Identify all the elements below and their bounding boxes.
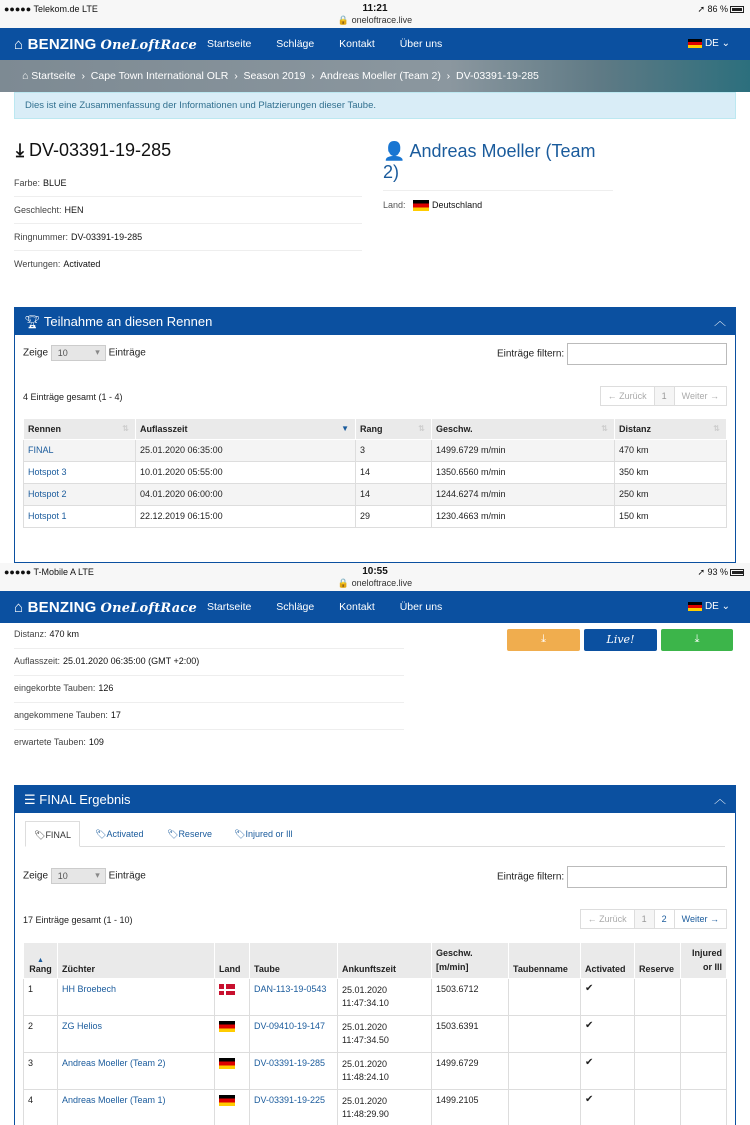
field-geschlecht: Geschlecht: HEN <box>14 199 362 224</box>
pigeon-download-icon: ⤓ <box>16 140 24 160</box>
filter-input[interactable] <box>567 866 727 888</box>
race-link[interactable]: Hotspot 3 <box>28 467 67 477</box>
nav-schlaege[interactable]: Schläge <box>276 601 315 613</box>
col-activated[interactable]: Activated <box>581 943 635 979</box>
brand-logo[interactable]: ⌂ BENZING OneLoftRace <box>14 599 197 616</box>
tag-icon: 🏷︎ <box>234 829 246 839</box>
check-icon: ✔ <box>581 1053 635 1090</box>
tag-icon: 🏷︎ <box>95 829 107 839</box>
col-rennen[interactable]: Rennen ⇅ <box>24 419 136 440</box>
tab-activated[interactable]: 🏷︎Activated <box>95 829 144 839</box>
table-filter: Einträge filtern: <box>497 343 727 365</box>
page-length: Zeige 10 ▾ Einträge <box>23 868 146 884</box>
next-button[interactable]: Weiter → <box>674 909 727 929</box>
list-icon: ☰ <box>24 792 36 807</box>
col-land[interactable]: Land <box>215 943 250 979</box>
battery-icon <box>730 569 744 576</box>
info-alert: Dies ist eine Zusammenfassung der Informationen und Platzierungen dieser Taube. <box>14 92 736 119</box>
prev-button[interactable]: ← Zurück <box>580 909 635 929</box>
navbar <box>0 28 750 60</box>
tab-final[interactable]: 🏷︎FINAL <box>25 821 80 847</box>
col-injured[interactable]: Injured or Ill <box>681 943 727 979</box>
participation-table <box>23 418 727 528</box>
result-tabs <box>25 821 725 847</box>
live-button[interactable]: Live! <box>584 629 657 651</box>
col-rang[interactable]: Rang ⇅ <box>356 419 432 440</box>
breadcrumb-item[interactable]: Andreas Moeller (Team 2) <box>320 70 441 82</box>
battery-icon <box>730 6 744 13</box>
race-link[interactable]: Hotspot 2 <box>28 489 67 499</box>
field-farbe: Farbe: BLUE <box>14 172 362 197</box>
carrier: ●●●●● Telekom.de LTE <box>4 4 98 14</box>
table-row: 4 Andreas Moeller (Team 1) DV-03391-19-225 25.01.2020 11:48:29.90 1499.2105 ✔ <box>24 1090 727 1125</box>
page-length-select[interactable]: 10 ▾ <box>51 345 106 361</box>
col-reserve[interactable]: Reserve <box>635 943 681 979</box>
screenshot-2 <box>0 563 750 1125</box>
breeder-link[interactable]: Andreas Moeller (Team 1) <box>62 1095 166 1105</box>
ios-status-bar <box>0 0 750 28</box>
nav-startseite[interactable]: Startseite <box>207 601 252 613</box>
breadcrumb-item[interactable]: Startseite <box>31 70 76 82</box>
home-icon: ⌂ <box>14 599 24 616</box>
pigeon-link[interactable]: DAN-113-19-0543 <box>254 984 327 994</box>
chevron-up-icon[interactable]: ︿ <box>713 792 726 806</box>
check-icon: ✔ <box>581 979 635 1016</box>
field-distanz: Distanz: 470 km <box>14 625 404 649</box>
col-geschw[interactable]: Geschw. [m/min] <box>432 943 509 979</box>
field-auflasszeit: Auflasszeit: 25.01.2020 06:35:00 (GMT +2:00) <box>14 651 404 676</box>
nav-links <box>207 38 464 50</box>
results-table <box>23 942 727 1125</box>
nav-links <box>207 601 464 613</box>
download-green-button[interactable] <box>661 629 733 651</box>
tag-icon: 🏷︎ <box>167 829 179 839</box>
user-icon: 👤 <box>383 141 406 161</box>
language-selector[interactable]: DE ⌄ <box>688 601 730 612</box>
page-1[interactable]: 1 <box>654 386 675 406</box>
language-selector[interactable]: DE ⌄ <box>688 38 730 49</box>
table-row: Hotspot 2 04.01.2020 06:00:00 14 1244.6274 m/min 250 km <box>24 484 727 506</box>
nav-schlaege[interactable]: Schläge <box>276 38 315 50</box>
field-angekommen: angekommene Tauben: 17 <box>14 705 404 730</box>
nav-kontakt[interactable]: Kontakt <box>339 601 375 613</box>
pagination-top <box>601 386 727 406</box>
field-erwartet: erwartete Tauben: 109 <box>14 737 104 747</box>
col-rang[interactable]: ▲ Rang <box>24 943 58 979</box>
ios-status-bar <box>0 563 750 591</box>
owner-name[interactable]: 👤 Andreas Moeller (Team 2) <box>383 141 596 182</box>
clock: 10:55 <box>362 566 388 577</box>
table-row: Hotspot 3 10.01.2020 05:55:00 14 1350.6560 m/min 350 km <box>24 462 727 484</box>
url-bar[interactable]: 🔒 oneloftrace.live <box>337 578 413 588</box>
breadcrumb-item[interactable]: Season 2019 <box>243 70 306 82</box>
clock: 11:21 <box>362 3 388 14</box>
breadcrumb-current: DV-03391-19-285 <box>455 70 539 82</box>
col-geschw[interactable]: Geschw. ⇅ <box>432 419 615 440</box>
pigeon-link[interactable]: DV-03391-19-285 <box>254 1058 326 1068</box>
brand-logo[interactable]: ⌂ BENZING OneLoftRace <box>14 36 197 53</box>
home-icon: ⌂ <box>22 70 29 82</box>
page-1[interactable]: 1 <box>634 909 655 929</box>
results-panel <box>14 785 736 1125</box>
participation-panel <box>14 307 736 563</box>
pigeon-title: ⤓ DV-03391-19-285 <box>16 140 172 160</box>
table-row: 1 HH Broebech DAN-113-19-0543 25.01.2020 11:47:34.10 1503.6712 ✔ <box>24 979 727 1016</box>
flag-de-icon <box>219 1095 235 1106</box>
col-taube[interactable]: Taube <box>250 943 338 979</box>
prev-button[interactable]: ← Zurück <box>600 386 655 406</box>
flag-de-icon <box>688 39 702 48</box>
navbar <box>0 591 750 623</box>
col-zuechter[interactable]: Züchter <box>58 943 215 979</box>
nav-ueber-uns[interactable]: Über uns <box>399 38 443 50</box>
carrier: ●●●●● T-Mobile A LTE <box>4 567 94 577</box>
flag-de-icon <box>688 602 702 611</box>
breeder-link[interactable]: HH Broebech <box>62 984 117 994</box>
breeder-link[interactable]: ZG Helios <box>62 1021 103 1031</box>
panel-header[interactable]: 🏆︎ Teilnahme an diesen Rennen ︿ <box>14 307 736 335</box>
table-filter: Einträge filtern: <box>497 866 727 888</box>
table-total: 4 Einträge gesamt (1 - 4) <box>23 392 123 402</box>
chevron-up-icon[interactable]: ︿ <box>713 314 726 328</box>
field-ringnummer: Ringnummer: DV-03391-19-285 <box>14 226 362 251</box>
download-icon: ⤓ <box>694 633 700 645</box>
nav-ueber-uns[interactable]: Über uns <box>399 601 443 613</box>
check-icon: ✔ <box>581 1016 635 1053</box>
check-icon: ✔ <box>581 1090 635 1125</box>
table-row: FINAL 25.01.2020 06:35:00 3 1499.6729 m/min 470 km <box>24 440 727 462</box>
panel-header[interactable]: ☰ FINAL Ergebnis ︿ <box>14 785 736 813</box>
download-orange-button[interactable] <box>507 629 580 651</box>
page-2[interactable]: 2 <box>654 909 675 929</box>
tab-injured[interactable]: 🏷︎Injured or Ill <box>234 829 293 839</box>
nav-startseite[interactable]: Startseite <box>207 38 252 50</box>
page-length: Zeige 10 ▾ Einträge <box>23 345 146 361</box>
next-button[interactable]: Weiter → <box>674 386 727 406</box>
col-distanz[interactable]: Distanz ⇅ <box>615 419 727 440</box>
battery: ➚ 93 % <box>697 567 744 578</box>
owner-land: Land: Deutschland <box>383 200 483 210</box>
pigeon-link[interactable]: DV-03391-19-225 <box>254 1095 326 1105</box>
filter-input[interactable] <box>567 343 727 365</box>
col-taubenname[interactable]: Taubenname <box>509 943 581 979</box>
race-link[interactable]: Hotspot 1 <box>28 511 67 521</box>
flag-de-icon <box>413 200 429 211</box>
table-row: 2 ZG Helios DV-09410-19-147 25.01.2020 11:47:34.50 1503.6391 ✔ <box>24 1016 727 1053</box>
flag-dk-icon <box>219 984 235 995</box>
flag-de-icon <box>219 1058 235 1069</box>
download-icon: ⤓ <box>541 633 546 645</box>
col-auflasszeit[interactable]: Auflasszeit ▼ <box>136 419 356 440</box>
breadcrumb-item[interactable]: Cape Town International OLR <box>90 70 229 82</box>
field-eingekorbt: eingekorbte Tauben: 126 <box>14 678 404 703</box>
breeder-link[interactable]: Andreas Moeller (Team 2) <box>62 1058 166 1068</box>
table-row: Hotspot 1 22.12.2019 06:15:00 29 1230.4663 m/min 150 km <box>24 506 727 528</box>
trophy-icon: 🏆︎ <box>24 314 41 329</box>
page-length-select[interactable]: 10 ▾ <box>51 868 106 884</box>
col-ankunft[interactable]: Ankunftszeit <box>338 943 432 979</box>
battery: ➚ 86 % <box>697 4 744 15</box>
table-total: 17 Einträge gesamt (1 - 10) <box>23 915 133 925</box>
table-row: 3 Andreas Moeller (Team 2) DV-03391-19-285 25.01.2020 11:48:24.10 1499.6729 ✔ <box>24 1053 727 1090</box>
race-link[interactable]: FINAL <box>28 445 54 455</box>
nav-kontakt[interactable]: Kontakt <box>339 38 375 50</box>
url-bar[interactable]: 🔒 oneloftrace.live <box>337 15 413 25</box>
field-wertungen: Wertungen: Activated <box>14 259 101 269</box>
pagination <box>581 909 727 929</box>
tab-reserve[interactable]: 🏷︎Reserve <box>167 829 212 839</box>
pigeon-link[interactable]: DV-09410-19-147 <box>254 1021 326 1031</box>
flag-de-icon <box>219 1021 235 1032</box>
home-icon: ⌂ <box>14 36 24 53</box>
breadcrumb: ⌂ Startseite › Cape Town International OLR › Season 2019 › Andreas Moeller (Team 2) › DV-03391-19-285 <box>0 60 750 92</box>
tag-icon: 🏷︎ <box>34 830 46 840</box>
